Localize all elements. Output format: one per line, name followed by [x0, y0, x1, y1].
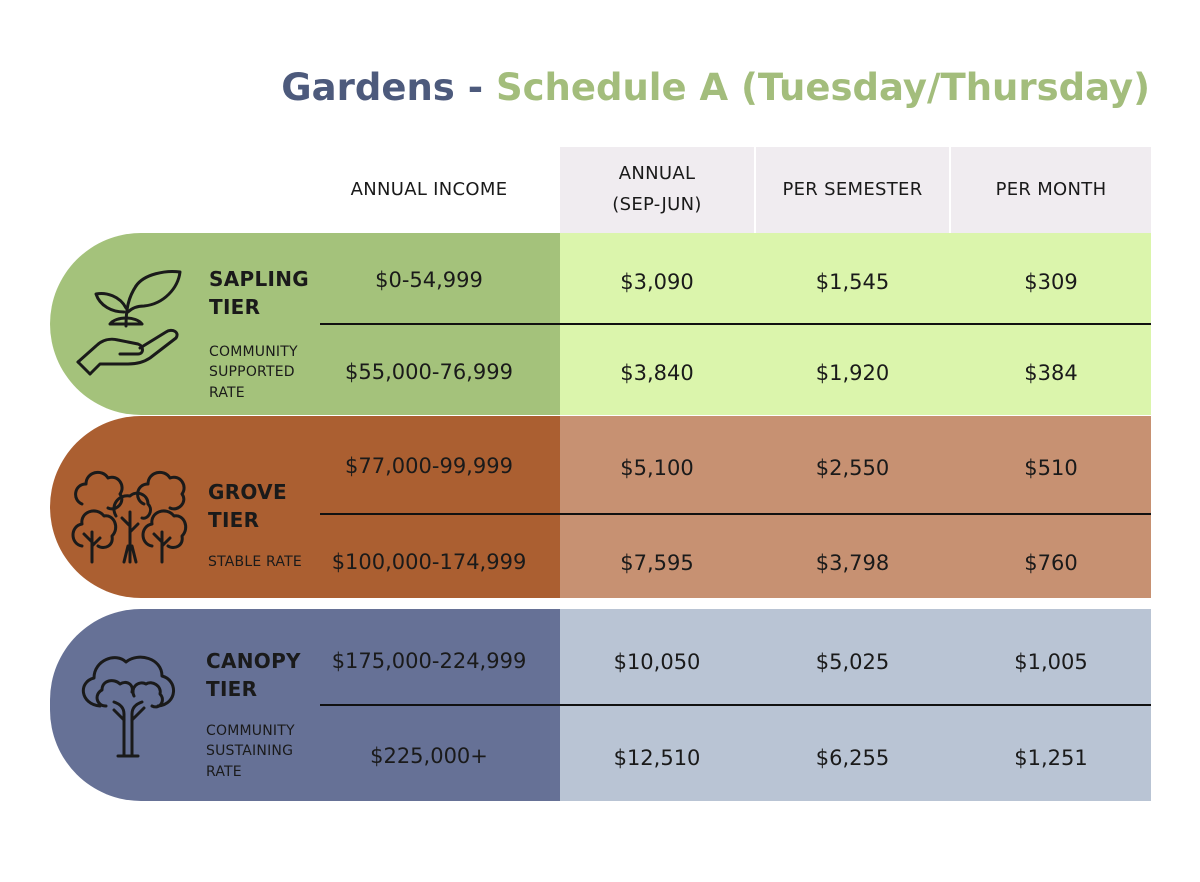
canopy-row1-income: $175,000-224,999: [331, 649, 527, 673]
grove-row1-month: $510: [1024, 456, 1078, 480]
sapling-row2-income: $55,000-76,999: [345, 360, 513, 384]
header-annual: [560, 147, 754, 233]
divider-grove: [320, 513, 1151, 515]
canopy-rate-note: COMMUNITY SUSTAINING RATE: [206, 723, 295, 780]
canopy-row1-annual: $10,050: [613, 650, 701, 674]
canopy-tier-label: CANOPY TIER: [206, 649, 301, 701]
canopy-row1-semester: $5,025: [815, 650, 890, 674]
canopy-row1-month: $1,005: [1014, 650, 1088, 674]
header-annual-line2: (SEP-JUN): [612, 194, 702, 215]
sapling-row1-month: $309: [1024, 270, 1078, 294]
header-annual-line1: ANNUAL: [618, 163, 696, 185]
grove-trees-icon: [68, 462, 192, 566]
title-schedule: Schedule A (Tuesday/Thursday): [495, 66, 1150, 109]
header-per-month: PER MONTH: [951, 147, 1151, 233]
sapling-row2-semester: $1,920: [815, 361, 890, 385]
canopy-row2-annual: $12,510: [613, 746, 701, 770]
canopy-tree-icon: [74, 648, 184, 760]
grove-row2-income: $100,000-174,999: [331, 550, 527, 574]
sapling-row2-month: $384: [1024, 361, 1078, 385]
sapling-tier-label: SAPLING TIER: [209, 267, 309, 319]
grove-tier-label: GROVE TIER: [208, 480, 287, 532]
sapling-hand-icon: [70, 262, 190, 382]
grove-row1-annual: $5,100: [620, 456, 694, 480]
sapling-rate-note: COMMUNITY SUPPORTED RATE: [209, 344, 298, 401]
canopy-row2-month: $1,251: [1014, 746, 1088, 770]
title-gardens: Gardens -: [281, 66, 496, 109]
grove-row1-semester: $2,550: [815, 456, 890, 480]
sapling-row1-income: $0-54,999: [375, 268, 483, 292]
canopy-row2-semester: $6,255: [815, 746, 890, 770]
canopy-row2-income: $225,000+: [370, 744, 488, 768]
sapling-row1-annual: $3,090: [620, 270, 694, 294]
grove-row1-income: $77,000-99,999: [345, 454, 513, 478]
page-title: [281, 66, 1150, 109]
header-per-semester: PER SEMESTER: [756, 147, 949, 233]
sapling-row1-semester: $1,545: [815, 270, 890, 294]
sapling-row2-annual: $3,840: [620, 361, 694, 385]
divider-canopy: [320, 704, 1151, 706]
grove-rate-note: STABLE RATE: [208, 554, 302, 570]
header-annual-income: ANNUAL INCOME: [350, 178, 508, 200]
grove-row2-semester: $3,798: [815, 551, 890, 575]
grove-row2-annual: $7,595: [620, 551, 694, 575]
grove-row2-month: $760: [1024, 551, 1078, 575]
divider-sapling: [320, 323, 1151, 325]
